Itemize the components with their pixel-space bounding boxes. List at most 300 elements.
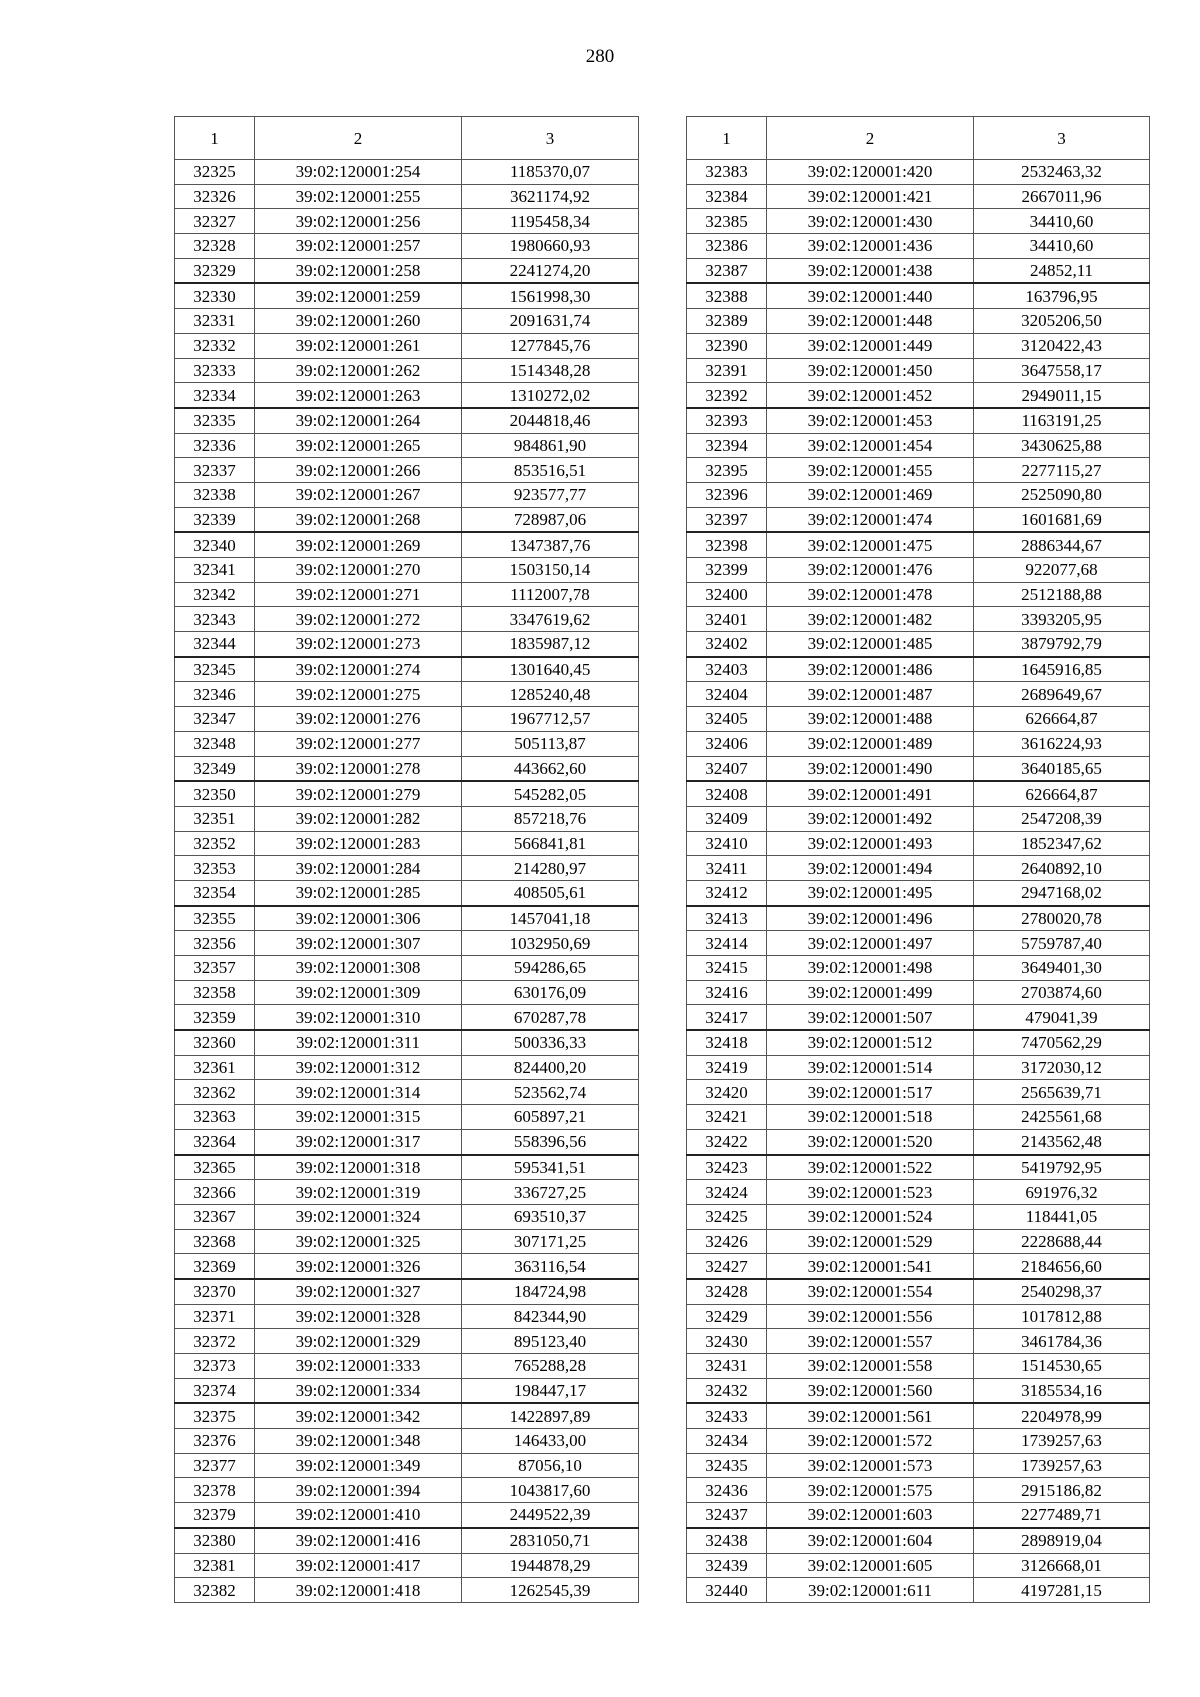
cadastral-number: 39:02:120001:266 [255,458,462,483]
cadastral-value: 214280,97 [462,856,639,881]
row-number: 32413 [687,906,767,931]
cadastral-value: 3621174,92 [462,184,639,209]
cadastral-value: 3126668,01 [974,1553,1150,1578]
row-number: 32412 [687,880,767,905]
row-number: 32417 [687,1005,767,1030]
cadastral-number: 39:02:120001:257 [255,234,462,259]
row-number: 32378 [175,1478,255,1503]
cadastral-number: 39:02:120001:493 [767,831,974,856]
cadastral-number: 39:02:120001:416 [255,1528,462,1553]
row-number: 32430 [687,1329,767,1354]
table-row [175,657,639,682]
cadastral-number: 39:02:120001:478 [767,582,974,607]
cadastral-value: 728987,06 [462,507,639,532]
cadastral-number: 39:02:120001:306 [255,906,462,931]
table-row [687,956,1150,981]
cadastral-value: 5419792,95 [974,1155,1150,1180]
table-row [175,931,639,956]
row-number: 32414 [687,931,767,956]
cadastral-number: 39:02:120001:283 [255,831,462,856]
table-row [175,1429,639,1454]
cadastral-value: 523562,74 [462,1080,639,1105]
row-number: 32345 [175,657,255,682]
cadastral-number: 39:02:120001:450 [767,358,974,383]
row-number: 32374 [175,1378,255,1403]
cadastral-value: 626664,87 [974,781,1150,806]
table-row [687,458,1150,483]
table-row [175,283,639,308]
table-row [175,582,639,607]
table-row [687,1478,1150,1503]
cadastral-value: 505113,87 [462,731,639,756]
cadastral-number: 39:02:120001:554 [767,1279,974,1304]
table-row [175,731,639,756]
cadastral-number: 39:02:120001:452 [767,383,974,408]
cadastral-number: 39:02:120001:317 [255,1129,462,1154]
row-number: 32349 [175,756,255,781]
cadastral-value: 2241274,20 [462,258,639,283]
cadastral-number: 39:02:120001:491 [767,781,974,806]
row-number: 32364 [175,1129,255,1154]
row-number: 32333 [175,358,255,383]
row-number: 32415 [687,956,767,981]
row-number: 32361 [175,1055,255,1080]
row-number: 32440 [687,1578,767,1603]
table-row [687,682,1150,707]
row-number: 32435 [687,1453,767,1478]
cadastral-number: 39:02:120001:265 [255,433,462,458]
table-row [175,1453,639,1478]
cadastral-number: 39:02:120001:315 [255,1105,462,1130]
cadastral-number: 39:02:120001:512 [767,1030,974,1055]
cadastral-value: 594286,65 [462,956,639,981]
cadastral-value: 2228688,44 [974,1229,1150,1254]
cadastral-value: 34410,60 [974,234,1150,259]
table-row [687,482,1150,507]
cadastral-number: 39:02:120001:272 [255,607,462,632]
cadastral-value: 895123,40 [462,1329,639,1354]
row-number: 32423 [687,1155,767,1180]
table-row [687,657,1150,682]
table-row [175,1354,639,1379]
row-number: 32360 [175,1030,255,1055]
table-row [175,1553,639,1578]
row-number: 32390 [687,333,767,358]
cadastral-number: 39:02:120001:486 [767,657,974,682]
table-row [687,333,1150,358]
row-number: 32366 [175,1180,255,1205]
table-row [175,383,639,408]
row-number: 32338 [175,482,255,507]
cadastral-value: 2898919,04 [974,1528,1150,1553]
cadastral-number: 39:02:120001:529 [767,1229,974,1254]
table-row [687,309,1150,334]
cadastral-value: 2831050,71 [462,1528,639,1553]
table-row [175,1005,639,1030]
row-number: 32334 [175,383,255,408]
cadastral-value: 336727,25 [462,1180,639,1205]
row-number: 32407 [687,756,767,781]
row-number: 32434 [687,1429,767,1454]
cadastral-value: 1185370,07 [462,160,639,185]
cadastral-number: 39:02:120001:262 [255,358,462,383]
table-row [687,880,1150,905]
table-row [175,856,639,881]
row-number: 32362 [175,1080,255,1105]
cadastral-value: 1112007,78 [462,582,639,607]
cadastral-value: 2425561,68 [974,1105,1150,1130]
cadastral-value: 443662,60 [462,756,639,781]
table-header [687,117,1150,160]
cadastral-number: 39:02:120001:271 [255,582,462,607]
cadastral-number: 39:02:120001:268 [255,507,462,532]
cadastral-number: 39:02:120001:499 [767,980,974,1005]
row-number: 32368 [175,1229,255,1254]
row-number: 32356 [175,931,255,956]
row-number: 32381 [175,1553,255,1578]
row-number: 32347 [175,707,255,732]
cadastral-number: 39:02:120001:561 [767,1403,974,1428]
table-row [687,1329,1150,1354]
cadastral-value: 1645916,85 [974,657,1150,682]
cadastral-number: 39:02:120001:417 [255,1553,462,1578]
table-row [687,582,1150,607]
cadastral-number: 39:02:120001:488 [767,707,974,732]
row-number: 32376 [175,1429,255,1454]
row-number: 32377 [175,1453,255,1478]
table-row [687,856,1150,881]
row-number: 32354 [175,880,255,905]
row-number: 32336 [175,433,255,458]
cadastral-value: 923577,77 [462,482,639,507]
table-row [175,160,639,185]
cadastral-value: 2915186,82 [974,1478,1150,1503]
cadastral-number: 39:02:120001:523 [767,1180,974,1205]
table-row [687,1503,1150,1528]
table-row [687,1254,1150,1279]
cadastral-value: 670287,78 [462,1005,639,1030]
cadastral-value: 1277845,76 [462,333,639,358]
row-number: 32339 [175,507,255,532]
row-number: 32344 [175,632,255,657]
table-row [175,1204,639,1229]
cadastral-number: 39:02:120001:260 [255,309,462,334]
row-number: 32353 [175,856,255,881]
cadastral-number: 39:02:120001:255 [255,184,462,209]
cadastral-value: 1347387,76 [462,532,639,557]
cadastral-value: 2689649,67 [974,682,1150,707]
table-row [687,1129,1150,1154]
cadastral-value: 842344,90 [462,1304,639,1329]
cadastral-value: 1043817,60 [462,1478,639,1503]
row-number: 32401 [687,607,767,632]
cadastral-number: 39:02:120001:307 [255,931,462,956]
cadastral-value: 5759787,40 [974,931,1150,956]
row-number: 32373 [175,1354,255,1379]
cadastral-value: 1195458,34 [462,209,639,234]
table-row [175,1254,639,1279]
row-number: 32328 [175,234,255,259]
cadastral-number: 39:02:120001:476 [767,558,974,583]
cadastral-number: 39:02:120001:309 [255,980,462,1005]
cadastral-number: 39:02:120001:482 [767,607,974,632]
table-row [175,906,639,931]
row-number: 32427 [687,1254,767,1279]
cadastral-number: 39:02:120001:410 [255,1503,462,1528]
cadastral-number: 39:02:120001:311 [255,1030,462,1055]
table-row [175,607,639,632]
cadastral-value: 3640185,65 [974,756,1150,781]
cadastral-number: 39:02:120001:325 [255,1229,462,1254]
row-number: 32371 [175,1304,255,1329]
cadastral-value: 2949011,15 [974,383,1150,408]
cadastral-number: 39:02:120001:605 [767,1553,974,1578]
row-number: 32425 [687,1204,767,1229]
table-row [687,507,1150,532]
table-row [687,1180,1150,1205]
cadastral-number: 39:02:120001:277 [255,731,462,756]
table-row [687,1354,1150,1379]
table-row [175,756,639,781]
cadastral-value: 853516,51 [462,458,639,483]
cadastral-value: 4197281,15 [974,1578,1150,1603]
cadastral-number: 39:02:120001:324 [255,1204,462,1229]
cadastral-value: 2044818,46 [462,408,639,433]
row-number: 32325 [175,160,255,185]
cadastral-number: 39:02:120001:259 [255,283,462,308]
table-row [687,1304,1150,1329]
cadastral-value: 558396,56 [462,1129,639,1154]
cadastral-value: 1032950,69 [462,931,639,956]
row-number: 32426 [687,1229,767,1254]
cadastral-number: 39:02:120001:421 [767,184,974,209]
table-row [687,234,1150,259]
column-header-number: 1 [687,117,767,160]
cadastral-value: 1967712,57 [462,707,639,732]
cadastral-value: 1457041,18 [462,906,639,931]
cadastral-number: 39:02:120001:282 [255,806,462,831]
cadastral-number: 39:02:120001:319 [255,1180,462,1205]
table-row [175,1080,639,1105]
row-number: 32400 [687,582,767,607]
cadastral-value: 1739257,63 [974,1453,1150,1478]
row-number: 32383 [687,160,767,185]
column-header-value: 3 [974,117,1150,160]
table-row [175,1503,639,1528]
row-number: 32330 [175,283,255,308]
cadastral-number: 39:02:120001:269 [255,532,462,557]
cadastral-number: 39:02:120001:572 [767,1429,974,1454]
cadastral-number: 39:02:120001:326 [255,1254,462,1279]
table-row [175,1155,639,1180]
row-number: 32348 [175,731,255,756]
cadastral-number: 39:02:120001:256 [255,209,462,234]
table-row [175,1055,639,1080]
cadastral-value: 693510,37 [462,1204,639,1229]
cadastral-value: 1980660,93 [462,234,639,259]
table-row [687,1578,1150,1603]
row-number: 32419 [687,1055,767,1080]
table-row [175,806,639,831]
cadastral-value: 3393205,95 [974,607,1150,632]
cadastral-value: 3205206,50 [974,309,1150,334]
table-row [687,1403,1150,1428]
table-row [687,1528,1150,1553]
cadastral-value: 1163191,25 [974,408,1150,433]
table-body [175,160,639,1603]
row-number: 32388 [687,283,767,308]
table-row [175,358,639,383]
table-row [175,333,639,358]
cadastral-value: 3430625,88 [974,433,1150,458]
cadastral-number: 39:02:120001:475 [767,532,974,557]
cadastral-number: 39:02:120001:517 [767,1080,974,1105]
row-number: 32395 [687,458,767,483]
table-row [687,1204,1150,1229]
table-row [175,258,639,283]
column-header-number: 1 [175,117,255,160]
cadastral-number: 39:02:120001:314 [255,1080,462,1105]
row-number: 32337 [175,458,255,483]
table-row [687,532,1150,557]
cadastral-value: 1285240,48 [462,682,639,707]
table-row [687,1429,1150,1454]
cadastral-value: 857218,76 [462,806,639,831]
cadastral-number: 39:02:120001:329 [255,1329,462,1354]
row-number: 32346 [175,682,255,707]
table-row [175,1304,639,1329]
cadastral-number: 39:02:120001:285 [255,880,462,905]
row-number: 32387 [687,258,767,283]
table-row [175,880,639,905]
cadastral-value: 2547208,39 [974,806,1150,831]
cadastral-value: 3120422,43 [974,333,1150,358]
table-row [175,980,639,1005]
row-number: 32358 [175,980,255,1005]
cadastral-value: 184724,98 [462,1279,639,1304]
row-number: 32326 [175,184,255,209]
cadastral-number: 39:02:120001:556 [767,1304,974,1329]
table-row [687,1378,1150,1403]
cadastral-number: 39:02:120001:333 [255,1354,462,1379]
cadastral-number: 39:02:120001:420 [767,160,974,185]
cadastral-number: 39:02:120001:507 [767,1005,974,1030]
cadastral-number: 39:02:120001:575 [767,1478,974,1503]
cadastral-value: 307171,25 [462,1229,639,1254]
cadastral-number: 39:02:120001:258 [255,258,462,283]
cadastral-number: 39:02:120001:312 [255,1055,462,1080]
cadastral-number: 39:02:120001:263 [255,383,462,408]
table-row [687,731,1150,756]
cadastral-value: 198447,17 [462,1378,639,1403]
row-number: 32369 [175,1254,255,1279]
cadastral-value: 984861,90 [462,433,639,458]
cadastral-number: 39:02:120001:318 [255,1155,462,1180]
cadastral-value: 626664,87 [974,707,1150,732]
cadastral-number: 39:02:120001:498 [767,956,974,981]
cadastral-number: 39:02:120001:327 [255,1279,462,1304]
row-number: 32399 [687,558,767,583]
row-number: 32380 [175,1528,255,1553]
cadastral-value: 1310272,02 [462,383,639,408]
table-row [175,532,639,557]
row-number: 32429 [687,1304,767,1329]
cadastral-value: 2143562,48 [974,1129,1150,1154]
table-row [687,408,1150,433]
cadastral-value: 1262545,39 [462,1578,639,1603]
row-number: 32405 [687,707,767,732]
row-number: 32432 [687,1378,767,1403]
table-row [175,408,639,433]
table-row [687,1229,1150,1254]
cadastral-value: 2277489,71 [974,1503,1150,1528]
table-row [687,1453,1150,1478]
cadastral-value: 1561998,30 [462,283,639,308]
row-number: 32367 [175,1204,255,1229]
table-row [175,1105,639,1130]
row-number: 32424 [687,1180,767,1205]
cadastral-number: 39:02:120001:284 [255,856,462,881]
row-number: 32418 [687,1030,767,1055]
row-number: 32379 [175,1503,255,1528]
cadastral-number: 39:02:120001:453 [767,408,974,433]
cadastral-value: 1944878,29 [462,1553,639,1578]
row-number: 32382 [175,1578,255,1603]
cadastral-value: 630176,09 [462,980,639,1005]
cadastral-value: 3172030,12 [974,1055,1150,1080]
cadastral-number: 39:02:120001:573 [767,1453,974,1478]
cadastral-value: 363116,54 [462,1254,639,1279]
table-row [687,258,1150,283]
cadastral-value: 2667011,96 [974,184,1150,209]
table-row [175,1578,639,1603]
table-row [175,1478,639,1503]
table-row [175,1129,639,1154]
cadastral-number: 39:02:120001:279 [255,781,462,806]
cadastral-number: 39:02:120001:440 [767,283,974,308]
cadastral-table-left [174,116,639,1603]
cadastral-number: 39:02:120001:611 [767,1578,974,1603]
row-number: 32438 [687,1528,767,1553]
cadastral-number: 39:02:120001:454 [767,433,974,458]
row-number: 32439 [687,1553,767,1578]
cadastral-value: 3347619,62 [462,607,639,632]
cadastral-number: 39:02:120001:495 [767,880,974,905]
cadastral-table-right [686,116,1150,1603]
table-row [175,707,639,732]
cadastral-value: 691976,32 [974,1180,1150,1205]
table-row [175,682,639,707]
cadastral-value: 2780020,78 [974,906,1150,931]
row-number: 32372 [175,1329,255,1354]
cadastral-value: 2703874,60 [974,980,1150,1005]
table-row [687,209,1150,234]
cadastral-number: 39:02:120001:418 [255,1578,462,1603]
cadastral-value: 2640892,10 [974,856,1150,881]
cadastral-number: 39:02:120001:276 [255,707,462,732]
row-number: 32406 [687,731,767,756]
cadastral-value: 1835987,12 [462,632,639,657]
row-number: 32343 [175,607,255,632]
table-row [687,806,1150,831]
cadastral-value: 545282,05 [462,781,639,806]
table-row [687,1080,1150,1105]
table-row [687,756,1150,781]
table-row [175,234,639,259]
cadastral-number: 39:02:120001:518 [767,1105,974,1130]
table-row [175,831,639,856]
cadastral-value: 922077,68 [974,558,1150,583]
